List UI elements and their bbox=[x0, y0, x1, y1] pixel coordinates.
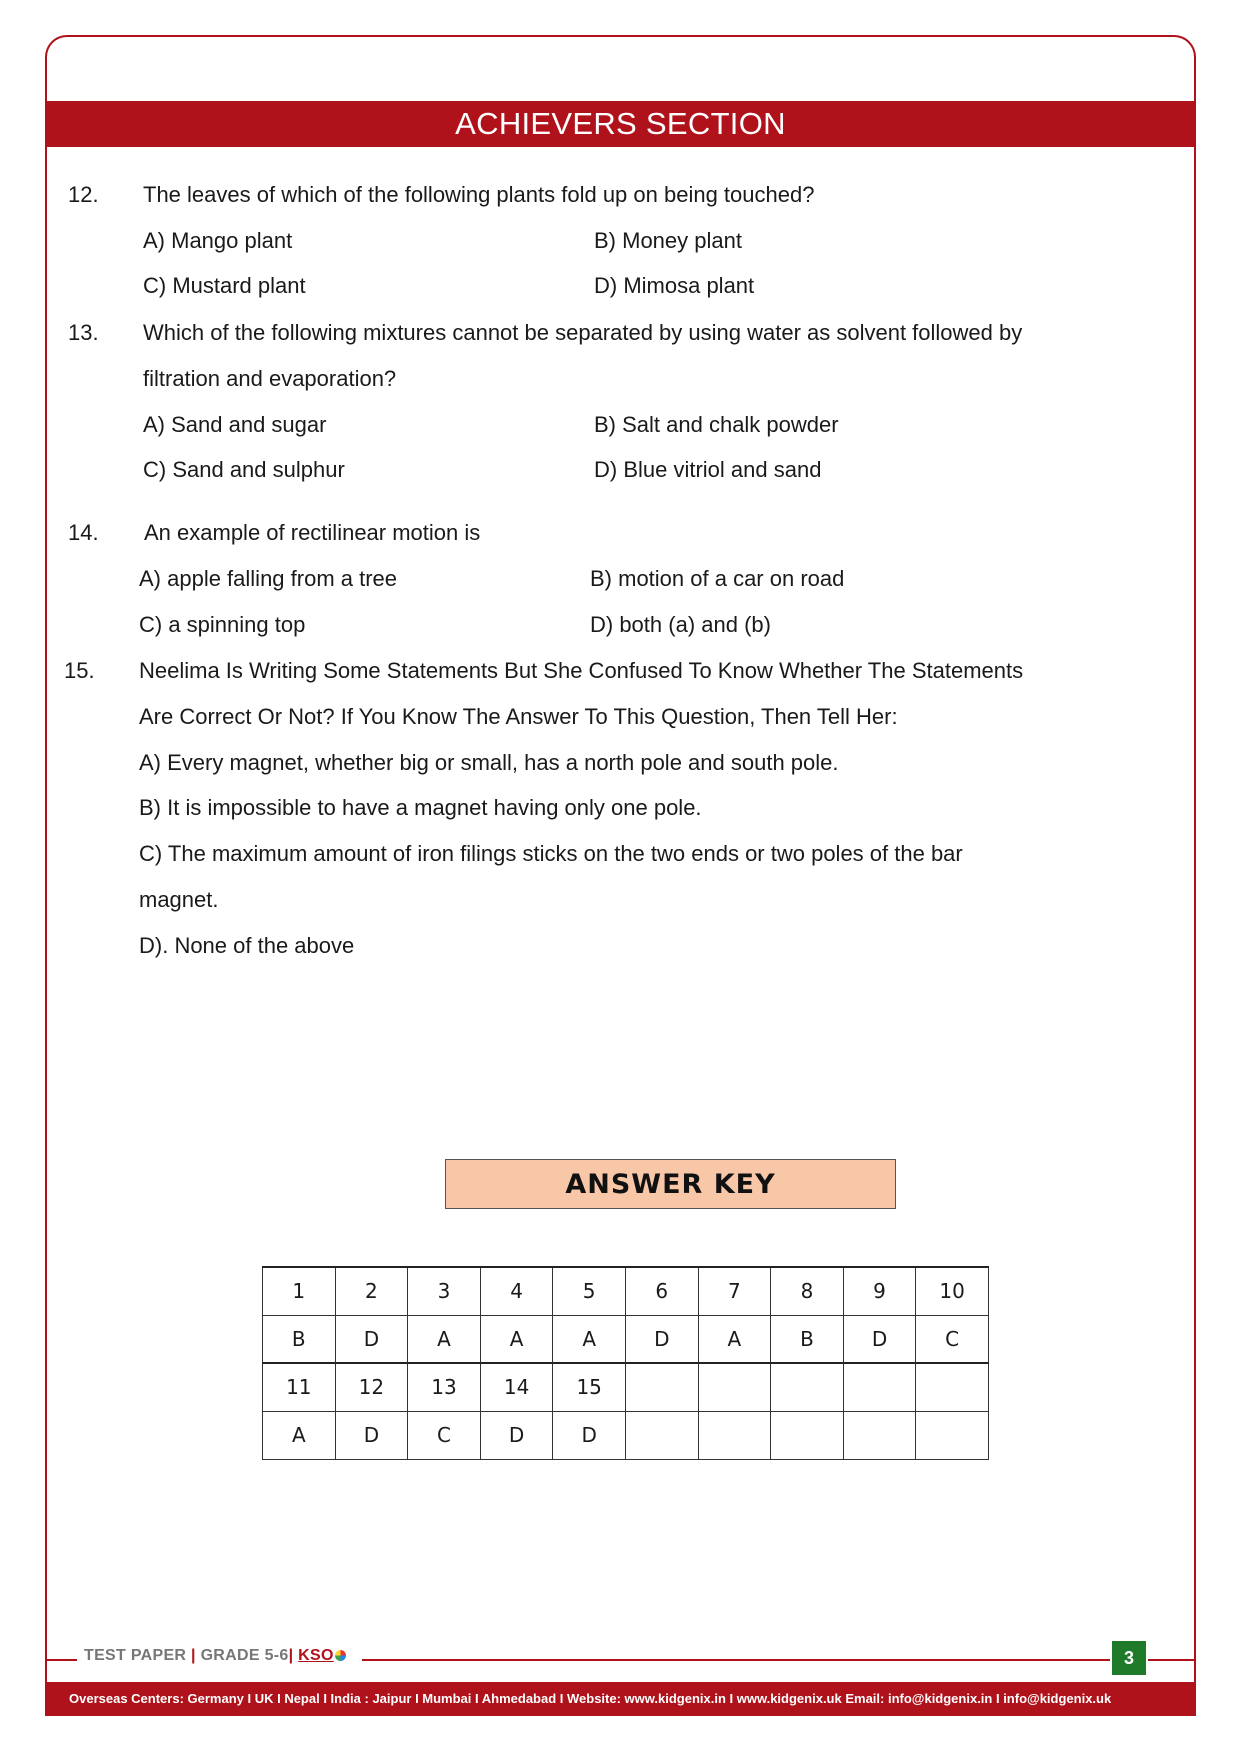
table-cell: A bbox=[698, 1315, 771, 1363]
table-cell: 12 bbox=[335, 1363, 408, 1411]
question-text: The leaves of which of the following plants fold up on being touched? bbox=[143, 182, 815, 207]
footer-rule-left bbox=[47, 1659, 77, 1661]
table-cell bbox=[698, 1411, 771, 1459]
table-row bbox=[263, 1315, 989, 1363]
table-cell bbox=[625, 1363, 698, 1411]
table-cell bbox=[771, 1411, 844, 1459]
option-c: C) Mustard plant bbox=[143, 273, 306, 298]
table-cell: C bbox=[408, 1411, 481, 1459]
table-cell: D bbox=[335, 1315, 408, 1363]
footer-rule-right bbox=[362, 1659, 1110, 1661]
table-cell bbox=[843, 1411, 916, 1459]
table-cell: A bbox=[480, 1315, 553, 1363]
table-cell: D bbox=[480, 1411, 553, 1459]
table-cell: A bbox=[263, 1411, 336, 1459]
option-c: C) The maximum amount of iron filings sticks on the two ends or two poles of the bar bbox=[139, 841, 963, 866]
brand-logo: KSO bbox=[298, 1647, 334, 1664]
table-cell: B bbox=[771, 1315, 844, 1363]
table-row bbox=[263, 1363, 989, 1411]
table-cell bbox=[916, 1363, 989, 1411]
option-c-continued: magnet. bbox=[139, 887, 219, 912]
table-cell: 10 bbox=[916, 1267, 989, 1315]
option-c: C) a spinning top bbox=[139, 612, 306, 637]
table-cell: 15 bbox=[553, 1363, 626, 1411]
option-a: A) Every magnet, whether big or small, has a north pole and south pole. bbox=[139, 750, 839, 775]
table-row bbox=[263, 1267, 989, 1315]
option-d: D) both (a) and (b) bbox=[590, 612, 771, 637]
table-cell: C bbox=[916, 1315, 989, 1363]
table-cell: A bbox=[553, 1315, 626, 1363]
table-cell: 13 bbox=[408, 1363, 481, 1411]
question-text: Which of the following mixtures cannot be separated by using water as solvent followed by bbox=[143, 320, 1023, 345]
table-cell: 4 bbox=[480, 1267, 553, 1315]
grade-label: GRADE 5-6 bbox=[200, 1647, 289, 1664]
table-cell bbox=[698, 1363, 771, 1411]
option-b: B) Money plant bbox=[594, 228, 742, 253]
table-cell: 7 bbox=[698, 1267, 771, 1315]
question-number: 15. bbox=[64, 658, 95, 683]
question-text: Neelima Is Writing Some Statements But She Confused To Know Whether The Statements bbox=[139, 658, 1024, 683]
table-cell: D bbox=[553, 1411, 626, 1459]
page-number: 3 bbox=[1112, 1641, 1146, 1675]
option-a: A) Mango plant bbox=[143, 228, 293, 253]
table-cell: 11 bbox=[263, 1363, 336, 1411]
globe-icon bbox=[335, 1650, 346, 1661]
option-b: B) motion of a car on road bbox=[590, 566, 845, 591]
table-cell: 2 bbox=[335, 1267, 408, 1315]
question-text-continued: filtration and evaporation? bbox=[143, 366, 397, 391]
table-cell bbox=[916, 1411, 989, 1459]
table-cell: 8 bbox=[771, 1267, 844, 1315]
table-row bbox=[263, 1411, 989, 1459]
answer-key-table bbox=[262, 1266, 989, 1460]
option-b: B) It is impossible to have a magnet having only one pole. bbox=[139, 795, 702, 820]
option-d: D) Blue vitriol and sand bbox=[594, 457, 822, 482]
answer-key-title: ANSWER KEY bbox=[445, 1159, 896, 1209]
contact-bar: Overseas Centers: Germany I UK I Nepal I India : Jaipur I Mumbai I Ahmedabad I Website: www.kidgenix.in I www.kidgenix.uk Email: info@kidgenix.in I info@kidgenix.uk bbox=[45, 1682, 1196, 1716]
footer-rule-end bbox=[1148, 1659, 1194, 1661]
table-cell bbox=[625, 1411, 698, 1459]
question-text: An example of rectilinear motion is bbox=[144, 520, 481, 545]
table-cell: D bbox=[625, 1315, 698, 1363]
option-d: D). None of the above bbox=[139, 933, 355, 958]
table-cell: D bbox=[335, 1411, 408, 1459]
question-number: 14. bbox=[68, 520, 99, 545]
table-cell: 5 bbox=[553, 1267, 626, 1315]
table-cell: 3 bbox=[408, 1267, 481, 1315]
question-number: 12. bbox=[68, 182, 99, 207]
option-a: A) apple falling from a tree bbox=[139, 566, 398, 591]
table-cell: 6 bbox=[625, 1267, 698, 1315]
table-cell bbox=[771, 1363, 844, 1411]
table-cell bbox=[843, 1363, 916, 1411]
table-cell: B bbox=[263, 1315, 336, 1363]
footer-label: TEST PAPER | GRADE 5-6| KSO bbox=[84, 1647, 346, 1665]
table-cell: D bbox=[843, 1315, 916, 1363]
table-cell: A bbox=[408, 1315, 481, 1363]
table-cell: 9 bbox=[843, 1267, 916, 1315]
question-number: 13. bbox=[68, 320, 99, 345]
option-d: D) Mimosa plant bbox=[594, 273, 755, 298]
test-paper-label: TEST PAPER bbox=[84, 1647, 187, 1664]
option-a: A) Sand and sugar bbox=[143, 412, 327, 437]
section-title: ACHIEVERS SECTION bbox=[47, 101, 1194, 147]
option-c: C) Sand and sulphur bbox=[143, 457, 345, 482]
option-b: B) Salt and chalk powder bbox=[594, 412, 839, 437]
table-cell: 14 bbox=[480, 1363, 553, 1411]
table-cell: 1 bbox=[263, 1267, 336, 1315]
question-text-continued: Are Correct Or Not? If You Know The Answer To This Question, Then Tell Her: bbox=[139, 704, 898, 729]
